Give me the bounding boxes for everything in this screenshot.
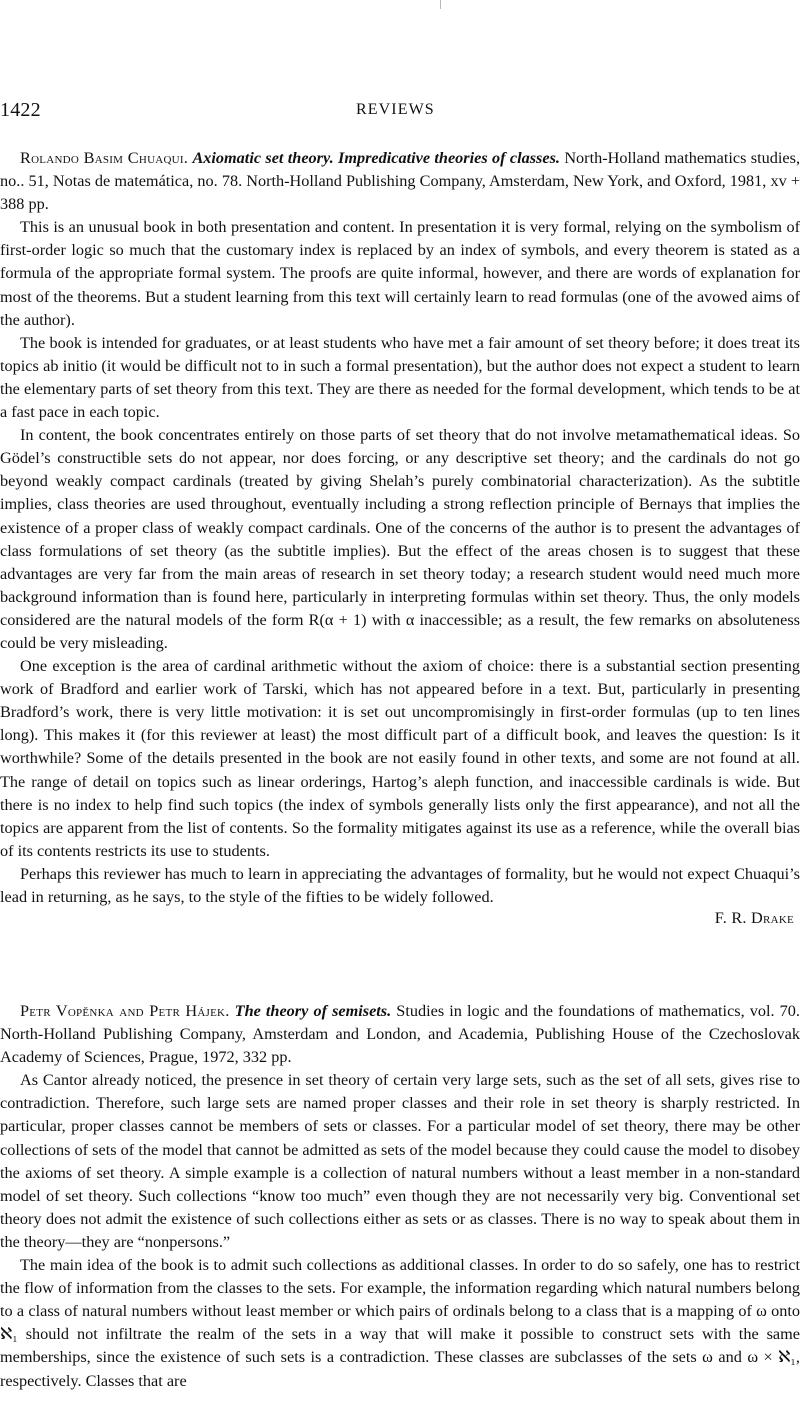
review-paragraph: One exception is the area of cardinal arithmetic without the axiom of choice: there is a substantial section presenting work of Bradford and earlier work of Tarski, which has not appeared before in a text. But, particularly in presenting Bradford’s work, there is very little motivation: it is set out uncompromisingly in first-order formulas (up to ten lines long). This makes it (for this reviewer at least) the most difficult part of a difficult book, and leaves the question: Is it worthwhile? Some of the details presented in the book are not easily found in other texts, and some are not found at all. The range of detail on topics such as linear orderings, Hartog’s aleph function, and inaccessible cardinals is wide. But there is no index to help find such topics (the index of symbols generally lists only the first appearance), and not all the topics are apparent from the list of contents. So the formality mitigates against its use as a reference, while the overall bias of its contents restricts its use to students. [0,657,800,860]
page-number: 1422 [0,99,41,121]
review-theory-of-semisets [0,1000,800,1393]
review-paragraph: As Cantor already noticed, the presence in set theory of certain very large sets, such as the set of all sets, gives rise to contradiction. Therefore, such large sets are named proper classes and their role in set theory is sharply restricted. In particular, proper classes cannot be members of sets or classes. For a particular model of set theory, there may be other collections of sets of the model that cannot be admitted as sets of the model because they could cause the model to disobey the axioms of set theory. A simple example is a collection of natural numbers without a least member in a non-standard model of set theory. Such collections “know too much” even though they are not necessarily very big. Conventional set theory does not admit the existence of such collections either as sets or as classes. There is no way to speak about them in the theory—they are “nonpersons.” [0,1071,800,1251]
review-citation [0,1000,800,1069]
page-header [0,98,800,122]
publication-details: Studies in logic and the foundations of mathematics, vol. 70. North-Holland Publishing Company, Amsterdam and London, and Academia, Publishing House of the Czechoslovak Academy of Sciences, Prague, 1972, 332 pp. [0,1002,800,1067]
review-paragraph: The book is intended for graduates, or at least students who have met a fair amount of set theory before; it does treat its topics ab initio (it would be difficult not to in such a formal presentation), but the author does not expect a student to learn the elementary parts of set theory from this text. They are there as needed for the formal development, which tends to be at a fast pace in each topic. [0,333,800,422]
review-paragraph: This is an unusual book in both presentation and content. In presentation it is very formal, relying on the symbolism of first-order logic so much that the customary index is replaced by an index of symbols, and every theorem is stated as a formula of the appropriate formal system. The proofs are quite informal, however, and there are words of explanation for most of the theorems. But a student learning from this text will certainly learn to read formulas (one of the avowed aims of the author). [0,218,800,329]
running-head: REVIEWS [356,101,435,118]
review-citation [0,147,800,216]
review-axiomatic-set-theory [0,147,800,927]
book-title: Axiomatic set theory. Impredicative theories of classes. [192,149,560,167]
review-paragraph: Perhaps this reviewer has much to learn in appreciating the advantages of formality, but he would not expect Chuaqui’s lead in returning, as he says, to the style of the fifties to be widely followed. [0,864,800,906]
book-title: The theory of semisets. [234,1002,392,1020]
review-paragraph: The main idea of the book is to admit such collections as additional classes. In order to do so safely, one has to restrict the flow of information from the classes to the sets. For example, the information regarding which natural numbers belong to a class of natural numbers without least member or which pairs of ordinals belong to a class that is a mapping of ω onto ℵ₁ should not infiltrate the realm of the sets in a way that will make it possible to construct sets with the same memberships, since the existence of such sets is a contradiction. These classes are subclasses of the sets ω and ω × ℵ₁, respectively. Classes that are [0,1256,800,1390]
review-paragraph: In content, the book concentrates entirely on those parts of set theory that do not involve metamathematical ideas. So Gödel’s constructible sets do not appear, nor does forcing, or any descriptive set theory; and the cardinals do not go beyond weakly compact cardinals (treated by giving Shelah’s purely combinatorial characterization). As the subtitle implies, class theories are used throughout, eventually including a strong reflection principle of Bernays that implies the existence of a proper class of weakly compact cardinals. One of the concerns of the author is to present the advantages of class formulations of set theory (as the subtitle implies). But the effect of the areas chosen is to suggest that these advantages are very far from the main areas of research in set theory today; a research student would need much more background information than is found here, particularly in interpreting formulas within set theory. Thus, the only models considered are the natural models of the form R(α + 1) with α inaccessible; as a result, the few remarks on absoluteness could be very misleading. [0,426,800,652]
book-authors: Petr Vopěnka and Petr Hájek. [20,1002,230,1020]
book-author: Rolando Basim Chuaqui. [20,149,189,167]
reviewer-signature: F. R. Drake [714,909,794,927]
publication-details: North-Holland mathematics studies, no.. 51, Notas de matemática, no. 78. North-Holland Publishing Company, Amsterdam, New York, and Oxford, 1981, xv + 388 pp. [0,149,800,214]
